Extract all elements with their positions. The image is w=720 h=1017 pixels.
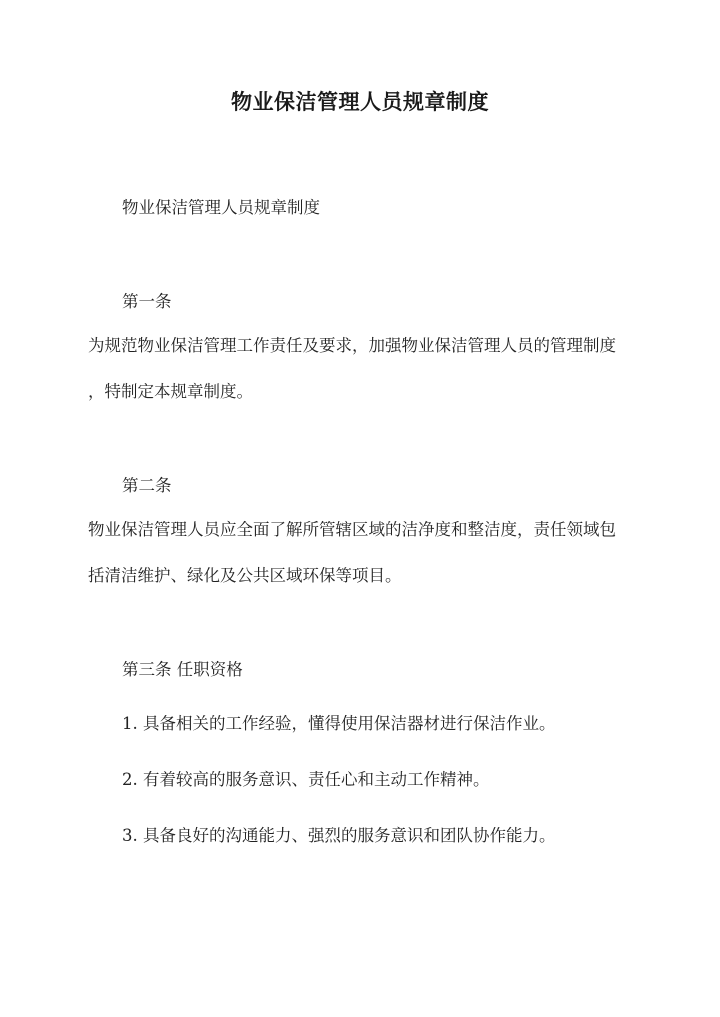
qualification-item-1: 1. 具备相关的工作经验，懂得使用保洁器材进行保洁作业。	[122, 714, 556, 733]
article-2-line-2: 括清洁维护、绿化及公共区域环保等项目。	[88, 566, 402, 585]
article-1-heading: 第一条	[122, 292, 172, 311]
article-2-heading: 第二条	[122, 476, 172, 495]
article-1-line-2: ，特制定本规章制度。	[88, 382, 253, 401]
article-3-heading: 第三条 任职资格	[122, 660, 243, 679]
qualification-item-2: 2. 有着较高的服务意识、责任心和主动工作精神。	[122, 770, 490, 789]
document-title: 物业保洁管理人员规章制度	[231, 89, 489, 114]
document-subtitle: 物业保洁管理人员规章制度	[122, 198, 320, 217]
article-1-line-1: 为规范物业保洁管理工作责任及要求，加强物业保洁管理人员的管理制度	[88, 336, 616, 355]
article-2-line-1: 物业保洁管理人员应全面了解所管辖区域的洁净度和整洁度，责任领域包	[88, 520, 616, 539]
qualification-item-3: 3. 具备良好的沟通能力、强烈的服务意识和团队协作能力。	[122, 826, 556, 845]
